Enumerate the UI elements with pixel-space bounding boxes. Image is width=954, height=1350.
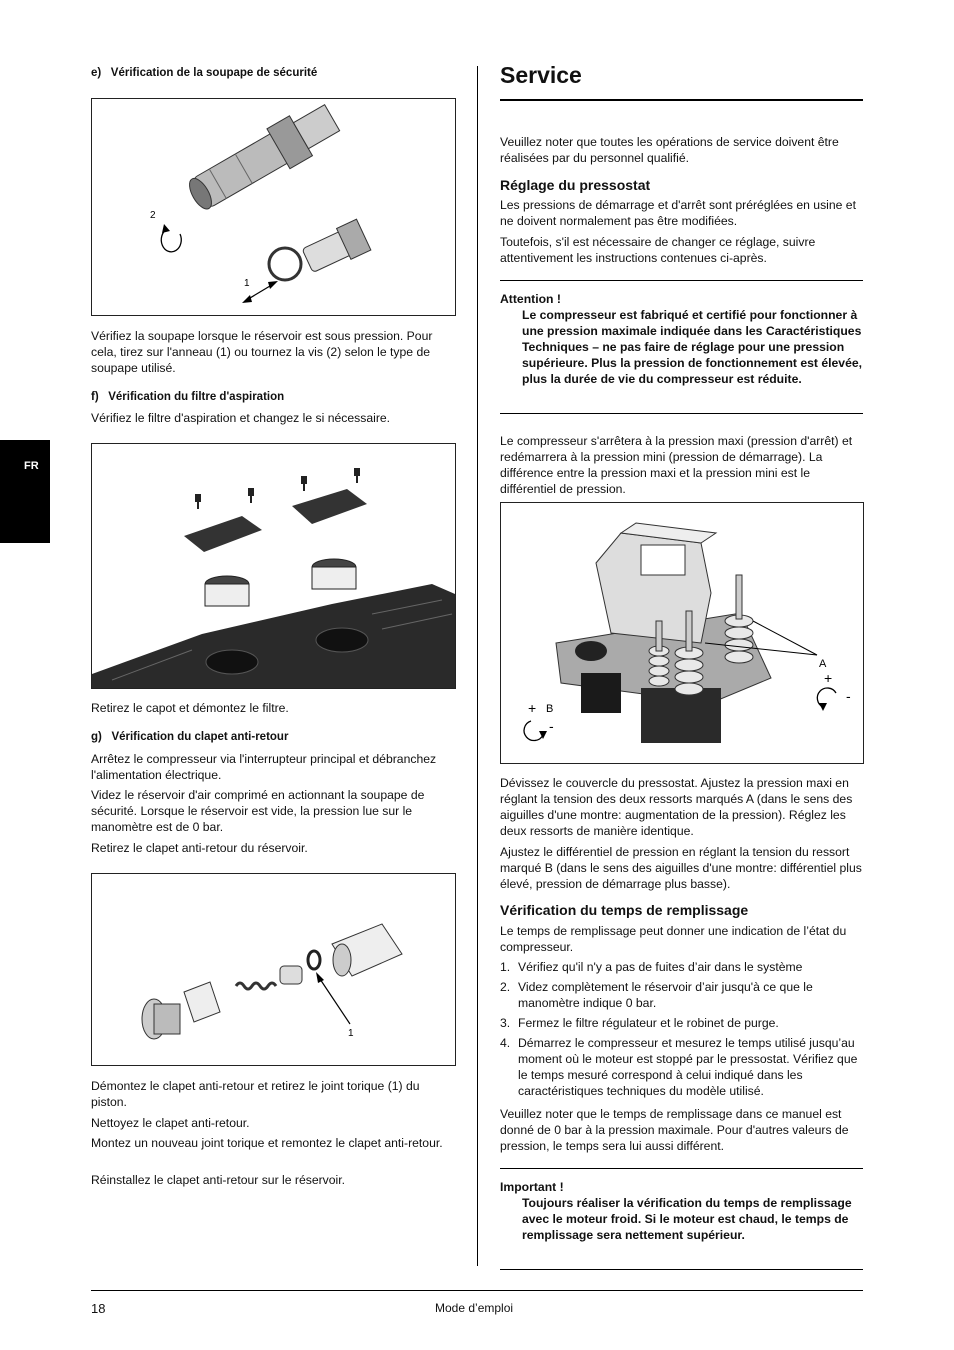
pointer-arrow-icon — [318, 976, 350, 1024]
verif-text: Le temps de remplissage peut donner une indication de l’état du compresseur. — [500, 924, 847, 954]
fig3-label-1: 1 — [348, 1028, 354, 1039]
footer-rule — [91, 1290, 863, 1291]
section-g-heading: g) Vérification du clapet anti-retour — [91, 731, 289, 743]
fig2-caption: Retirez le capot et démontez le filtre. — [91, 701, 289, 715]
safety-valve-illustration — [92, 99, 455, 315]
attention-rule-bottom — [500, 413, 863, 414]
list-item: 2. Videz complètement le réservoir d’air jusqu'à ce que le manomètre indique 0 bar. — [500, 980, 813, 1010]
list-item: 4. Démarrez le compresseur et mesurez le temps utilisé jusqu’au moment où le moteur est stoppé par le pressostat. Vérifiez que le temps mesuré correspond à celui indiqué dans les caractéristiques techniques du modèle utilisé. — [500, 1036, 858, 1098]
page-title: Service — [500, 62, 582, 88]
pressure-text: Le compresseur s'arrêtera à la pression maxi (pression d'arrêt) et redémarrera à la pression mini (pression de démarrage). La différence entre la pression maxi et la pression mini est le différentiel de pression. — [500, 434, 853, 496]
label-plus-b: + — [528, 700, 537, 716]
steps-list — [500, 959, 865, 1103]
attention-box — [500, 291, 865, 387]
attention-rule-top — [500, 280, 863, 281]
list-item: 1. Vérifiez qu'il n'y a pas de fuites d’air dans le système — [500, 960, 803, 974]
label-minus-b: - — [549, 718, 554, 734]
rotate-b-icon — [524, 721, 543, 741]
label-plus-a: + — [824, 670, 833, 686]
important-rule-top — [500, 1168, 863, 1169]
important-text: Toujours réaliser la vérification du temps de remplissage avec le moteur froid. Si le moteur est chaud, le temps de remplissage sera nettement supérieur. — [522, 1196, 852, 1242]
intake-filter-figure — [91, 443, 456, 689]
ajustez-text: Ajustez le différentiel de pression en réglant la tension du ressort marqué B (dans le sens des aiguilles d'une montre: différentiel plus élevé, pression de démarrage plus basse). — [500, 845, 862, 891]
section-g-p5: Nettoyez le clapet anti-retour. — [91, 1116, 250, 1130]
important-label: Important ! — [500, 1180, 564, 1194]
check-valve-illustration — [92, 874, 455, 1065]
section-f-text: Vérifiez le filtre d'aspiration et changez le si nécessaire. — [91, 411, 391, 425]
column-divider — [477, 66, 478, 1266]
section-g-p3: Retirez le clapet anti-retour du réservoir. — [91, 841, 308, 855]
safety-valve-figure — [91, 98, 456, 316]
list-item: 3. Fermez le filtre régulateur et le robinet de purge. — [500, 1016, 779, 1030]
check-valve-figure — [91, 873, 456, 1066]
intro-text: Veuillez noter que toutes les opérations de service doivent être réalisées par du personnel qualifié. — [500, 135, 839, 165]
section-f-heading: f) Vérification du filtre d'aspiration — [91, 391, 285, 403]
section-e-text: Vérifiez la soupape lorsque le réservoir est sous pression. Pour cela, tirez sur l'anneau (1) ou tournez la vis (2) selon le type de soupape utilisé. — [91, 329, 433, 375]
section-g-p7: Réinstallez le clapet anti-retour sur le réservoir. — [91, 1173, 346, 1187]
section-e-heading: e) Vérification de la soupape de sécurité — [91, 67, 318, 79]
reglage-heading: Réglage du pressostat — [500, 177, 651, 193]
attention-label: Attention ! — [500, 292, 561, 306]
title-rule — [500, 99, 863, 101]
important-box — [500, 1179, 865, 1243]
language-tab — [0, 440, 50, 543]
pressure-switch-figure — [500, 502, 864, 764]
reglage-p2: Toutefois, s'il est nécessaire de changer ce réglage, suivre attentivement les instructions contenues ci-après. — [500, 235, 816, 265]
label-minus-a: - — [846, 688, 851, 704]
language-tab-label: FR — [24, 460, 39, 472]
section-g-p6: Montez un nouveau joint torique et remontez le clapet anti-retour. — [91, 1136, 443, 1150]
label-a: A — [819, 658, 827, 670]
page-number: 18 — [91, 1301, 106, 1316]
devissez-text: Dévissez le couvercle du pressostat. Ajustez la pression maxi en réglant la tension des deux ressorts marqués A (dans le sens des aiguilles d'une montre: augmentation de la pression). Réglez les deux ressorts de manière identique. — [500, 776, 853, 838]
pressure-switch-illustration — [501, 503, 863, 763]
section-g-p2: Videz le réservoir d'air comprimé en actionnant la soupape de sécurité. Lorsque le réservoir est vide, la pression lue sur le manomètre est de 0 bar. — [91, 788, 425, 834]
verif-heading: Vérification du temps de remplissage — [500, 902, 749, 918]
fig1-label-1: 1 — [244, 278, 250, 289]
footer-title: Mode d’emploi — [435, 1301, 514, 1315]
label-b: B — [546, 703, 554, 715]
section-g-p4: Démontez le clapet anti-retour et retirez le joint torique (1) du piston. — [91, 1079, 420, 1109]
attention-text: Le compresseur est fabriqué et certifié pour fonctionner à une pression maximale indiquée dans les Caractéristiques Techniques – ne pas faire de réglage pour une pression supérieure. Plus la pression de fonctionnement est élevée, plus la durée de vie du compresseur est réduite. — [522, 308, 863, 386]
reglage-p1: Les pressions de démarrage et d'arrêt sont préréglées en usine et ne doivent normalement pas être modifiées. — [500, 198, 856, 228]
important-rule-bottom — [500, 1269, 863, 1270]
section-g-p1: Arrêtez le compresseur via l'interrupteur principal et débranchez l'alimentation électrique. — [91, 752, 437, 782]
fig1-label-2: 2 — [150, 210, 156, 221]
intake-filter-illustration — [92, 444, 455, 688]
note-text: Veuillez noter que le temps de remplissage dans ce manuel est donné de 0 bar à la pression maximale. Pour d'autres valeurs de pression, le temps sera lui aussi différent. — [500, 1107, 849, 1153]
